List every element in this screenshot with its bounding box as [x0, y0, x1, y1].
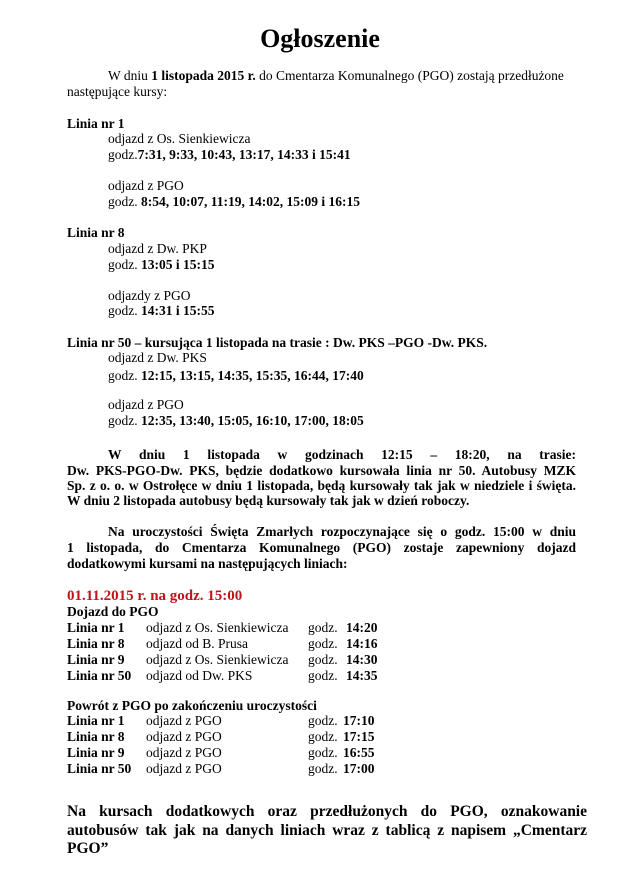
times: 12:35, 13:40, 15:05, 16:10, 17:00, 18:05: [137, 413, 364, 428]
para2-line-2: Dw. PKS-PGO-Dw. PKS, będzie dodatkowo kursowała linia nr 50. Autobusy MZK: [67, 463, 576, 478]
page-title: Ogłoszenie: [260, 24, 380, 53]
line-50-departure-2: odjazd z PGO: [108, 397, 184, 412]
row-godz: godz.: [308, 636, 338, 651]
row-line: Linia nr 50: [67, 761, 132, 776]
row-line: Linia nr 1: [67, 713, 125, 728]
row-godz: godz.: [308, 729, 338, 744]
row-line: Linia nr 9: [67, 745, 125, 760]
row-line: Linia nr 8: [67, 636, 125, 651]
row-time: 14:35: [346, 668, 378, 683]
row-time: 16:55: [343, 745, 375, 760]
row-godz: godz.: [308, 652, 338, 667]
row-departure: odjazd z PGO: [146, 761, 222, 776]
line-50-times-1: [108, 368, 364, 384]
times: 14:31 i 15:55: [137, 303, 215, 318]
row-time: 14:20: [346, 620, 378, 635]
row-line: Linia nr 8: [67, 729, 125, 744]
row-time: 14:30: [346, 652, 378, 667]
line-8-departure-2: odjazdy z PGO: [108, 288, 191, 303]
row-godz: godz.: [308, 745, 338, 760]
times: 12:15, 13:15, 14:35, 15:35, 16:44, 17:40: [137, 368, 364, 383]
footer-notice: Na kursach dodatkowych oraz przedłużonych do PGO, oznakowanie autobusów tak jak na danych liniach wraz z tablicą z napisem „Cmentarz PGO”: [67, 803, 587, 857]
para2-line-1: W dniu 1 listopada w godzinach 12:15 – 18:20, na trasie:: [108, 447, 576, 462]
godz-label: godz.: [108, 413, 138, 428]
row-line: Linia nr 9: [67, 652, 125, 667]
line-8-times-1: [108, 257, 215, 273]
para2-line-4: W dniu 2 listopada autobusy będą kursowały tak jak w dzień roboczy.: [67, 493, 470, 508]
para3-line-1: Na uroczystości Święta Zmarłych rozpoczynające się o godz. 15:00 w dniu: [108, 524, 576, 539]
godz-label: godz.: [108, 147, 138, 162]
intro-text: W dniu: [108, 68, 152, 83]
row-departure: odjazd od B. Prusa: [146, 636, 248, 651]
row-godz: godz.: [308, 713, 338, 728]
row-godz: godz.: [308, 761, 338, 776]
row-time: 17:15: [343, 729, 375, 744]
intro-text-rest: do Cmentarza Komunalnego (PGO) zostają przedłużone: [255, 68, 564, 83]
para2-line-3: Sp. z o. o. w Ostrołęce w dniu 1 listopada, będą kursowały tak jak w niedziele i święta.: [67, 478, 576, 493]
row-time: 14:16: [346, 636, 378, 651]
row-departure: odjazd z PGO: [146, 713, 222, 728]
row-departure: odjazd z Os. Sienkiewicza: [146, 652, 289, 667]
row-godz: godz.: [308, 668, 338, 683]
line-1-times-1: [108, 147, 351, 163]
times: 8:54, 10:07, 11:19, 14:02, 15:09 i 16:15: [137, 194, 360, 209]
godz-label: godz.: [108, 194, 138, 209]
row-time: 17:10: [343, 713, 375, 728]
para3-line-3: dodatkowymi kursami na następujących liniach:: [67, 556, 348, 571]
line-1-times-2: [108, 194, 360, 210]
row-line: Linia nr 50: [67, 668, 132, 683]
godz-label: godz.: [108, 368, 138, 383]
return-heading: Powrót z PGO po zakończeniu uroczystości: [67, 698, 317, 713]
arrival-heading: Dojazd do PGO: [67, 604, 159, 619]
row-departure: odjazd z PGO: [146, 745, 222, 760]
times: 7:31, 9:33, 10:43, 13:17, 14:33 i 15:41: [137, 147, 351, 162]
event-date-heading: 01.11.2015 r. na godz. 15:00: [67, 588, 243, 604]
intro-date: 1 listopada 2015 r.: [151, 68, 256, 83]
intro-line-2: następujące kursy:: [67, 84, 168, 99]
line-50-times-2: [108, 413, 364, 429]
godz-label: godz.: [108, 257, 138, 272]
row-departure: odjazd z PGO: [146, 729, 222, 744]
intro-line-1: [108, 68, 564, 84]
line-1-heading: Linia nr 1: [67, 116, 125, 131]
line-50-heading: Linia nr 50 – kursująca 1 listopada na trasie : Dw. PKS –PGO -Dw. PKS.: [67, 335, 488, 350]
row-line: Linia nr 1: [67, 620, 125, 635]
line-50-departure-1: odjazd z Dw. PKS: [108, 350, 207, 365]
line-8-times-2: [108, 303, 215, 319]
row-godz: godz.: [308, 620, 338, 635]
line-1-departure-2: odjazd z PGO: [108, 178, 184, 193]
row-departure: odjazd od Dw. PKS: [146, 668, 253, 683]
para3-line-2: 1 listopada, do Cmentarza Komunalnego (PGO) zostaje zapewniony dojazd: [67, 540, 576, 555]
row-time: 17:00: [343, 761, 375, 776]
line-8-departure-1: odjazd z Dw. PKP: [108, 241, 207, 256]
line-1-departure-1: odjazd z Os. Sienkiewicza: [108, 131, 251, 146]
godz-label: godz.: [108, 303, 138, 318]
line-8-heading: Linia nr 8: [67, 225, 125, 240]
row-departure: odjazd z Os. Sienkiewicza: [146, 620, 289, 635]
times: 13:05 i 15:15: [137, 257, 215, 272]
